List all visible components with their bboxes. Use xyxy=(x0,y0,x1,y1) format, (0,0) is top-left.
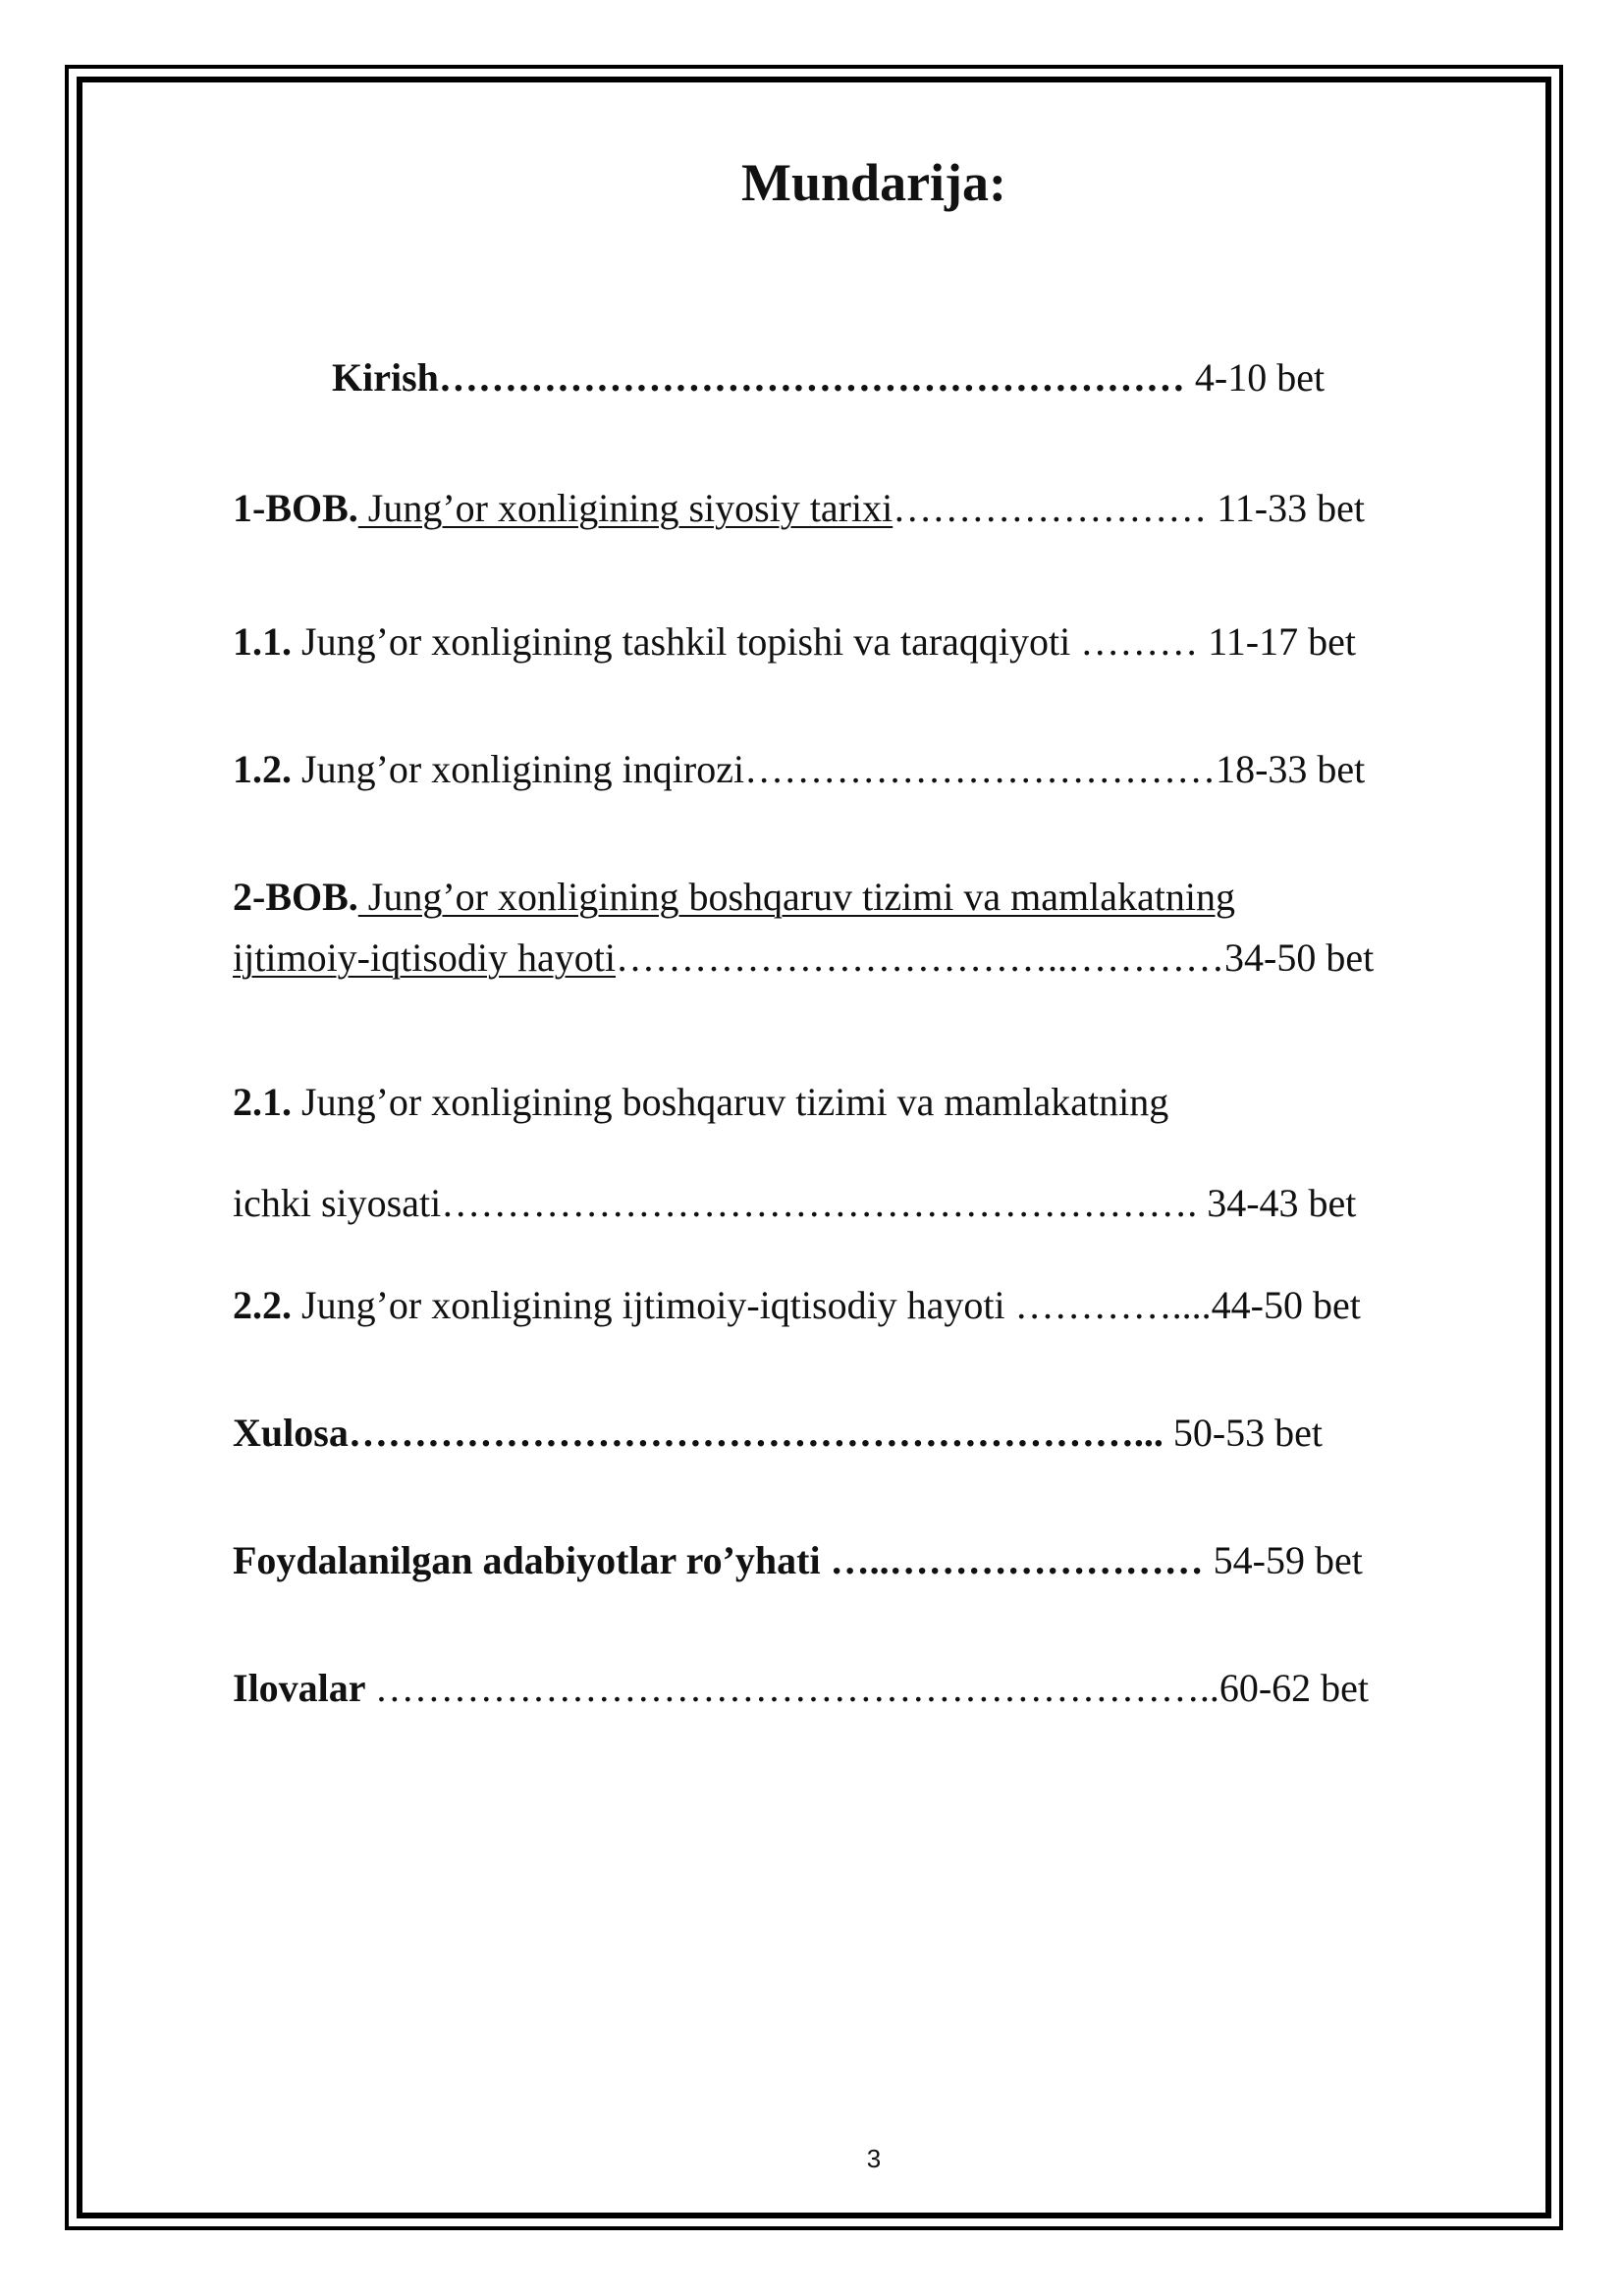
toc-leader-dots: ……………………………………………………….. xyxy=(374,1666,1219,1710)
toc-leader-dots: ……………………………………………………... xyxy=(348,1411,1164,1455)
toc-entry-appendices[interactable] xyxy=(233,1666,1369,1711)
toc-leader-dots: …..…………………… xyxy=(830,1538,1204,1582)
toc-page-range: 34-43 bet xyxy=(1207,1181,1357,1225)
toc-label: Foydalanilgan adabiyotlar ro’yhati xyxy=(233,1538,831,1582)
toc-title: Jung’or xonligining ijtimoiy-iqtisodiy hayoti xyxy=(292,1283,1015,1327)
toc-label: Ilovalar xyxy=(233,1666,375,1710)
toc-title: Jung’or xonligining boshqaruv tizimi va mamlakatning xyxy=(292,1080,1169,1124)
toc-title-continued: ijtimoiy-iqtisodiy hayoti xyxy=(233,935,616,980)
toc-page-range: 11-33 bet xyxy=(1207,486,1365,530)
toc-entry-kirish[interactable] xyxy=(332,355,1325,400)
toc-leader-dots: …………………………………………………. xyxy=(441,1181,1208,1225)
toc-page-range: 4-10 bet xyxy=(1184,355,1326,400)
toc-entry-section-1-1[interactable] xyxy=(233,619,1356,665)
toc-leader-dots: ………………………………………………… xyxy=(438,355,1185,400)
toc-entry-chapter-2-line-2[interactable] xyxy=(233,935,1374,981)
toc-entry-references[interactable] xyxy=(233,1538,1363,1583)
toc-page-range: 50-53 bet xyxy=(1163,1411,1323,1455)
toc-leader-dots: ……… xyxy=(1080,619,1199,664)
toc-title: Jung’or xonligining tashkil topishi va taraqqiyoti xyxy=(292,619,1081,664)
toc-label: 1.2. xyxy=(233,747,292,791)
toc-label: 2.2. xyxy=(233,1283,292,1327)
page-title: Mundarija: xyxy=(741,153,1006,212)
toc-leader-dots: ……………………………… xyxy=(744,747,1217,791)
toc-page-range: 44-50 bet xyxy=(1211,1283,1361,1327)
toc-entry-section-2-1-line-2[interactable] xyxy=(233,1181,1356,1226)
toc-entry-chapter-1[interactable] xyxy=(233,486,1365,531)
toc-label: 2.1. xyxy=(233,1080,292,1124)
toc-label: 1.1. xyxy=(233,619,292,664)
toc-title: Jung’or xonligining inqirozi xyxy=(292,747,745,791)
toc-leader-dots: ………….... xyxy=(1014,1283,1212,1327)
toc-label: Kirish xyxy=(332,355,439,400)
toc-page-range: 34-50 bet xyxy=(1224,935,1375,980)
toc-leader-dots: ……………………………..………… xyxy=(616,935,1224,980)
toc-page-range: 54-59 bet xyxy=(1203,1538,1363,1582)
toc-leader-dots: …………………… xyxy=(893,486,1208,530)
toc-entry-xulosa[interactable] xyxy=(233,1411,1323,1456)
toc-label: 1-BOB. xyxy=(233,486,358,530)
page-number: 3 xyxy=(866,2144,882,2173)
toc-label: 2-BOB. xyxy=(233,875,358,919)
toc-entry-chapter-2-line-1[interactable] xyxy=(233,875,1235,920)
toc-entry-section-2-1-line-1[interactable] xyxy=(233,1080,1168,1125)
toc-page-range: 60-62 bet xyxy=(1218,1666,1370,1710)
toc-page-range: 18-33 bet xyxy=(1216,747,1366,791)
toc-entry-section-2-2[interactable] xyxy=(233,1283,1361,1328)
toc-entry-section-1-2[interactable] xyxy=(233,747,1365,792)
toc-label: Xulosa xyxy=(233,1411,349,1455)
toc-title: Jung’or xonligining siyosiy tarixi xyxy=(357,486,893,530)
toc-title: Jung’or xonligining boshqaruv tizimi va mamlakatning xyxy=(357,875,1235,919)
toc-title-continued: ichki siyosati xyxy=(233,1181,442,1225)
toc-page-range: 11-17 bet xyxy=(1198,619,1356,664)
